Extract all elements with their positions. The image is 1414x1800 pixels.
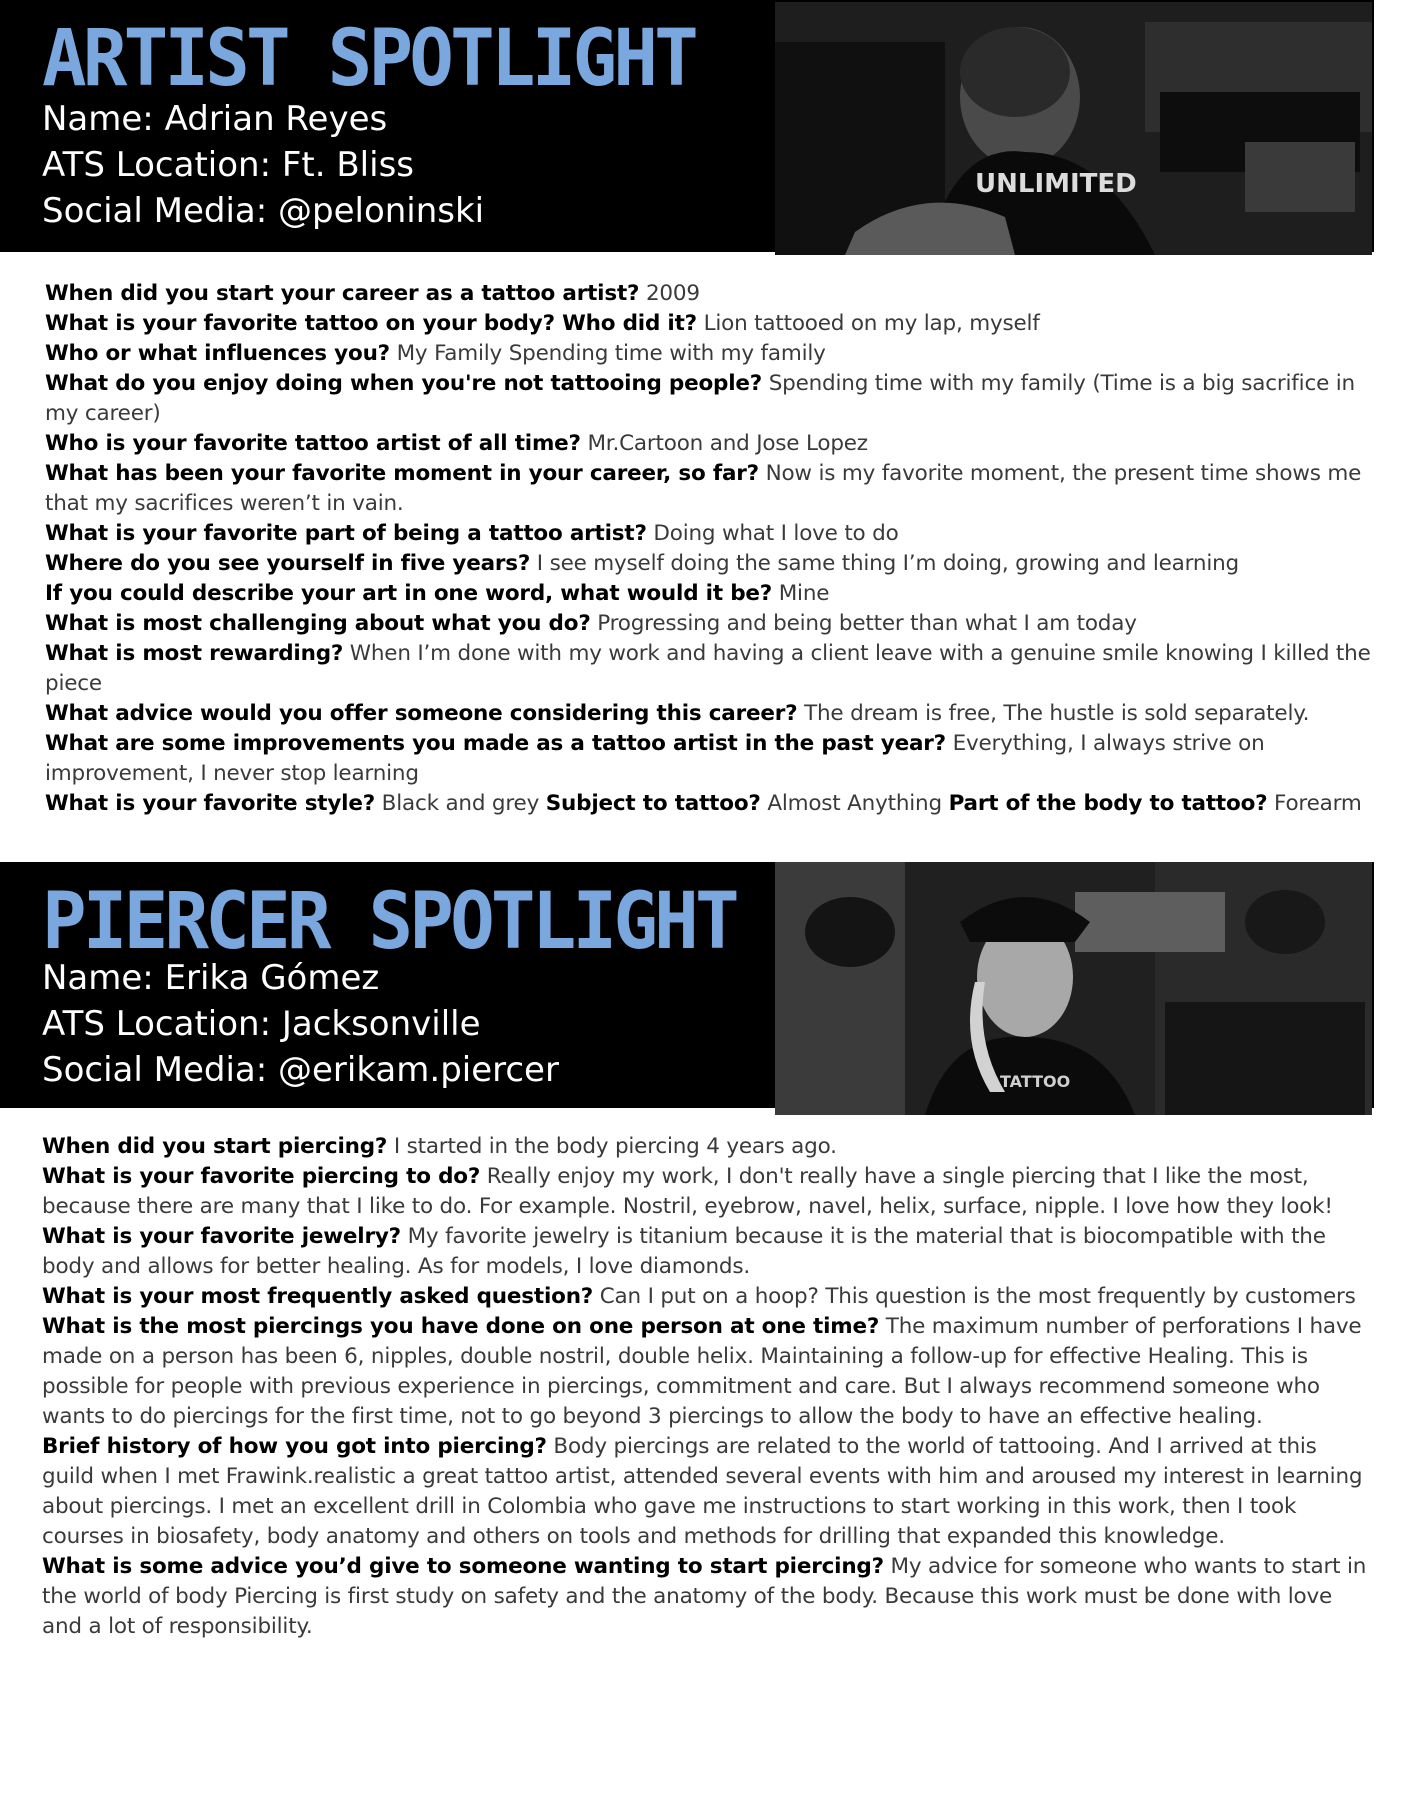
artist-info xyxy=(42,96,484,234)
qa-item: What do you enjoy doing when you're not tattooing people? Spending time with my family (Time is a big sacrifice in my career) xyxy=(45,371,1355,426)
piercer-qa xyxy=(42,1132,1374,1642)
piercer-social: Social Media: @erikam.piercer xyxy=(42,1050,559,1090)
artist-photo-illustration xyxy=(775,2,1372,255)
svg-text:TATTOO: TATTOO xyxy=(1000,1072,1071,1091)
qa-item: What is your favorite piercing to do? Really enjoy my work, I don't really have a single piercing that I like the most, because there are many that I like to do. For example. Nostril, eyebrow, navel, helix, surface, nipple. I love how they look! xyxy=(42,1164,1333,1219)
qa-item: Brief history of how you got into piercing? Body piercings are related to the world of tattooing. And I arrived at this guild when I met Frawink.realistic a great tattoo artist, attended several events with him and aroused my interest in learning about piercings. I met an excellent drill in Colombia who gave me instructions to start working in this work, then I took courses in biosafety, body anatomy and others on tools and methods for drilling that expanded this knowledge. xyxy=(42,1434,1363,1549)
artist-photo xyxy=(775,2,1372,255)
artist-location: ATS Location: Ft. Bliss xyxy=(42,145,414,185)
qa-item: If you could describe your art in one word, what would it be? Mine xyxy=(45,581,830,606)
qa-item: Who is your favorite tattoo artist of all time? Mr.Cartoon and Jose Lopez xyxy=(45,431,868,456)
piercer-photo-illustration xyxy=(775,862,1372,1115)
qa-item: What is some advice you’d give to someone wanting to start piercing? My advice for someone who wants to start in the world of body Piercing is first study on safety and the anatomy of the body. Because this work must be done with love and a lot of responsibility. xyxy=(42,1554,1367,1639)
qa-item-combined: What is your favorite style? Black and grey Subject to tattoo? Almost Anything Part of the body to tattoo? Forearm xyxy=(45,791,1362,816)
qa-item: What is most challenging about what you do? Progressing and being better than what I am today xyxy=(45,611,1137,636)
artist-social: Social Media: @peloninski xyxy=(42,191,485,231)
qa-item: What is your favorite part of being a tattoo artist? Doing what I love to do xyxy=(45,521,899,546)
qa-item: What advice would you offer someone considering this career? The dream is free, The hustle is sold separately. xyxy=(45,701,1310,726)
qa-item: What is your favorite jewelry? My favorite jewelry is titanium because it is the material that is biocompatible with the body and allows for better healing. As for models, I love diamonds. xyxy=(42,1224,1326,1279)
svg-text:UNLIMITED: UNLIMITED xyxy=(975,169,1137,199)
qa-item: What is your most frequently asked question? Can I put on a hoop? This question is the most frequently by customers xyxy=(42,1284,1356,1309)
qa-item: What is your favorite tattoo on your body? Who did it? Lion tattooed on my lap, myself xyxy=(45,311,1040,336)
qa-item: What is the most piercings you have done on one person at one time? The maximum number of perforations I have made on a person has been 6, nipples, double nostril, double helix. Maintaining a follow-up for effective Healing. This is possible for people with previous experience in piercings, commitment and care. But I always recommend someone who wants to do piercings for the first time, not to go beyond 3 piercings to allow the body to have an effective healing. xyxy=(42,1314,1362,1429)
qa-item: Where do you see yourself in five years? I see myself doing the same thing I’m doing, growing and learning xyxy=(45,551,1239,576)
qa-item: What is most rewarding? When I’m done with my work and having a client leave with a genuine smile knowing I killed the piece xyxy=(45,641,1371,696)
qa-item: What has been your favorite moment in your career, so far? Now is my favorite moment, the present time shows me that my sacrifices weren’t in vain. xyxy=(45,461,1362,516)
qa-item: What are some improvements you made as a tattoo artist in the past year? Everything, I always strive on improvement, I never stop learning xyxy=(45,731,1265,786)
artist-qa xyxy=(45,279,1377,819)
artist-spotlight-headline: ARTIST SPOTLIGHT xyxy=(42,14,695,104)
piercer-photo xyxy=(775,862,1372,1115)
piercer-spotlight-headline: PIERCER SPOTLIGHT xyxy=(42,877,736,967)
qa-item: When did you start piercing? I started in the body piercing 4 years ago. xyxy=(42,1134,837,1159)
piercer-name: Name: Erika Gómez xyxy=(42,958,380,998)
artist-name: Name: Adrian Reyes xyxy=(42,99,388,139)
piercer-info xyxy=(42,955,559,1093)
piercer-location: ATS Location: Jacksonville xyxy=(42,1004,481,1044)
qa-item: When did you start your career as a tattoo artist? 2009 xyxy=(45,281,700,306)
qa-item: Who or what influences you? My Family Spending time with my family xyxy=(45,341,826,366)
